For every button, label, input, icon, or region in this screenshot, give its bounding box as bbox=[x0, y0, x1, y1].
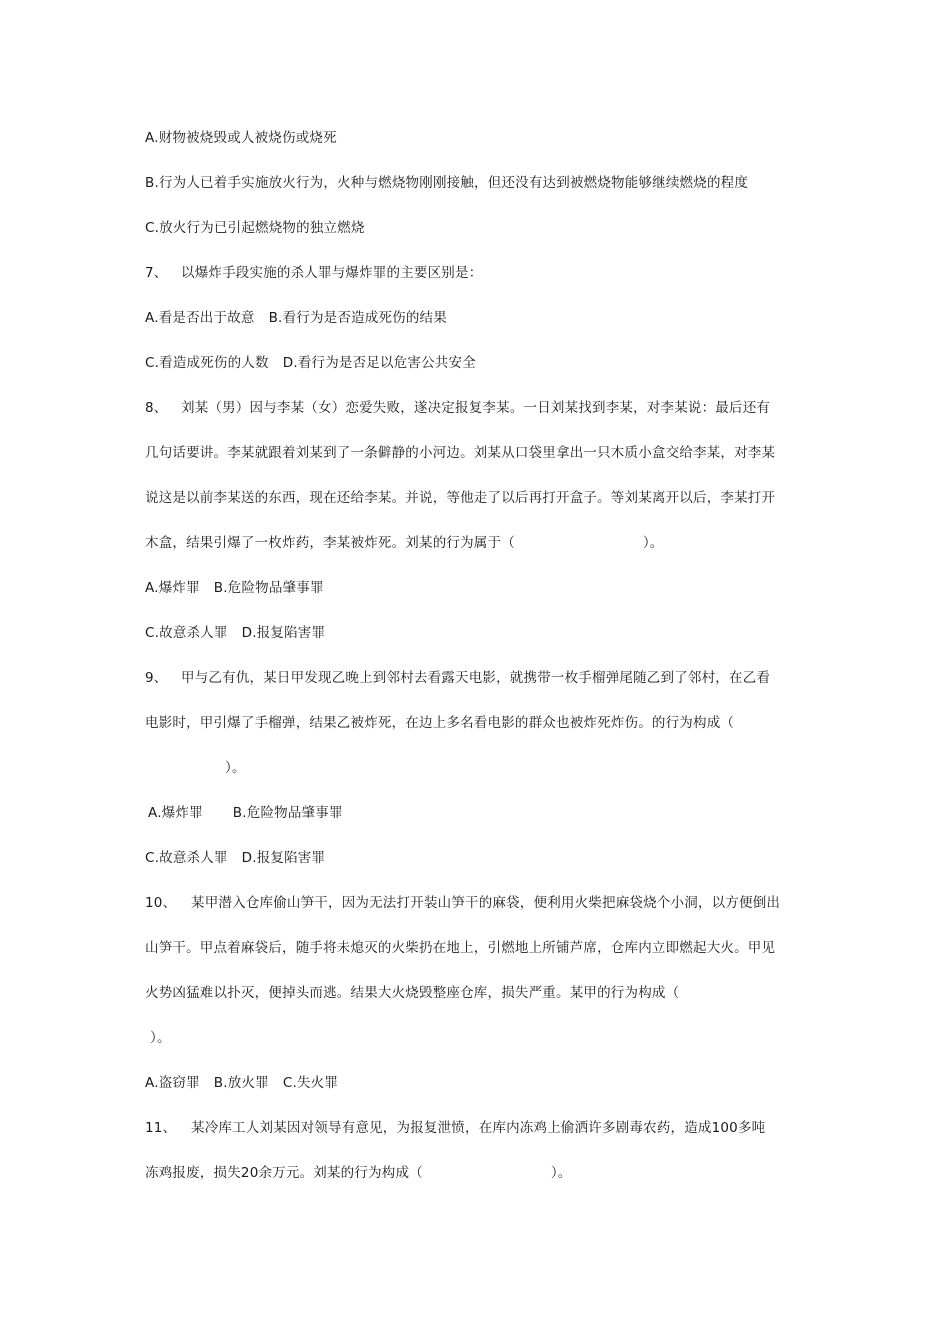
answer-blank-close: ）。 bbox=[225, 760, 246, 776]
question-9-options-row2 bbox=[145, 848, 825, 868]
option-c: C.放火行为已引起燃烧物的独立燃烧 bbox=[145, 220, 365, 236]
question-text-line bbox=[145, 443, 825, 463]
option-b: B.放火罪 bbox=[213, 1075, 269, 1091]
question-number: 9、 bbox=[145, 670, 168, 686]
question-8-options-row2 bbox=[145, 623, 825, 643]
option-a: A.爆炸罪 bbox=[148, 805, 203, 821]
question-text: 几句话要讲。李某就跟着刘某到了一条僻静的小河边。刘某从口袋里拿出一只木质小盒交给李某，对李某 bbox=[145, 445, 776, 461]
question-text: 刘某（男）因与李某（女）恋爱失败，遂决定报复李某。一日刘某找到李某，对李某说：最后还有 bbox=[181, 400, 771, 416]
option-c: C.失火罪 bbox=[282, 1075, 339, 1091]
question-10 bbox=[145, 893, 825, 913]
question-7-options-row2 bbox=[145, 353, 825, 373]
answer-blank-close: ）。 bbox=[550, 1165, 572, 1181]
question-text: 山笋干。甲点着麻袋后，随手将未熄灭的火柴扔在地上，引燃地上所铺芦席，仓库内立即燃起大火。甲见 bbox=[145, 940, 776, 956]
option-a: A.爆炸罪 bbox=[145, 580, 200, 596]
question-8 bbox=[145, 398, 825, 418]
question-number: 11、 bbox=[145, 1120, 177, 1136]
option-d: D.报复陷害罪 bbox=[241, 850, 326, 866]
option-c: C.故意杀人罪 bbox=[145, 625, 228, 641]
question-text: 以爆炸手段实施的杀人罪与爆炸罪的主要区别是： bbox=[181, 265, 483, 281]
question-9-options-row1 bbox=[148, 803, 828, 823]
option-b: B.看行为是否造成死伤的结果 bbox=[268, 310, 447, 326]
answer-blank-close: ）。 bbox=[150, 1030, 171, 1046]
question-text: 电影时，甲引爆了手榴弹，结果乙被炸死，在边上多名看电影的群众也被炸死炸伤。的行为构成（ bbox=[145, 715, 735, 731]
question-text-line bbox=[145, 488, 825, 508]
question-number: 10、 bbox=[145, 895, 177, 911]
question-7-options-row1 bbox=[145, 308, 825, 328]
question-text-line bbox=[145, 983, 825, 1003]
option-d: D.报复陷害罪 bbox=[241, 625, 326, 641]
option-a: A.盗窃罪 bbox=[145, 1075, 200, 1091]
question-text: 火势凶猛难以扑灭，便掉头而逃。结果大火烧毁整座仓库，损失严重。某甲的行为构成（ bbox=[145, 985, 680, 1001]
question-text: 说这是以前李某送的东西，现在还给李某。并说，等他走了以后再打开盒子。等刘某离开以后，李某打开 bbox=[145, 490, 776, 506]
question-number: 7、 bbox=[145, 265, 168, 281]
option-b: B.行为人已着手实施放火行为，火种与燃烧物刚刚接触，但还没有达到被燃烧物能够继续燃烧的程度 bbox=[145, 175, 749, 191]
option-b: B.危险物品肇事罪 bbox=[232, 805, 343, 821]
question-text-line bbox=[225, 758, 905, 778]
question-text-line bbox=[150, 1028, 830, 1048]
question-8-options-row1 bbox=[145, 578, 825, 598]
question-9 bbox=[145, 668, 825, 688]
option-c: C.看造成死伤的人数 bbox=[145, 355, 269, 371]
question-text: 某冷库工人刘某因对领导有意见，为报复泄愤，在库内冻鸡上偷洒许多剧毒农药，造成100多吨 bbox=[191, 1120, 766, 1136]
option-c: C.故意杀人罪 bbox=[145, 850, 228, 866]
answer-blank-close: ）。 bbox=[642, 535, 664, 551]
question-text-line bbox=[145, 533, 825, 553]
option-text bbox=[145, 173, 825, 193]
question-text-line bbox=[145, 713, 825, 733]
question-text-line bbox=[145, 1163, 825, 1183]
question-text: 木盒，结果引爆了一枚炸药，李某被炸死。刘某的行为属于（ bbox=[145, 535, 515, 551]
question-number: 8、 bbox=[145, 400, 168, 416]
option-a: A.看是否出于故意 bbox=[145, 310, 255, 326]
option-a: A.财物被烧毁或人被烧伤或烧死 bbox=[145, 130, 337, 146]
question-7 bbox=[145, 263, 825, 283]
option-text bbox=[145, 218, 825, 238]
question-text: 甲与乙有仇，某日甲发现乙晚上到邻村去看露天电影，就携带一枚手榴弹尾随乙到了邻村，在乙看 bbox=[181, 670, 771, 686]
question-10-options bbox=[145, 1073, 825, 1093]
question-text: 冻鸡报废，损失20余万元。刘某的行为构成（ bbox=[145, 1165, 423, 1181]
question-11 bbox=[145, 1118, 825, 1138]
option-b: B.危险物品肇事罪 bbox=[213, 580, 324, 596]
question-text-line bbox=[145, 938, 825, 958]
option-d: D.看行为是否足以危害公共安全 bbox=[282, 355, 476, 371]
option-text bbox=[145, 128, 825, 148]
question-text: 某甲潜入仓库偷山笋干，因为无法打开装山笋干的麻袋，便利用火柴把麻袋烧个小洞，以方便倒出 bbox=[191, 895, 781, 911]
